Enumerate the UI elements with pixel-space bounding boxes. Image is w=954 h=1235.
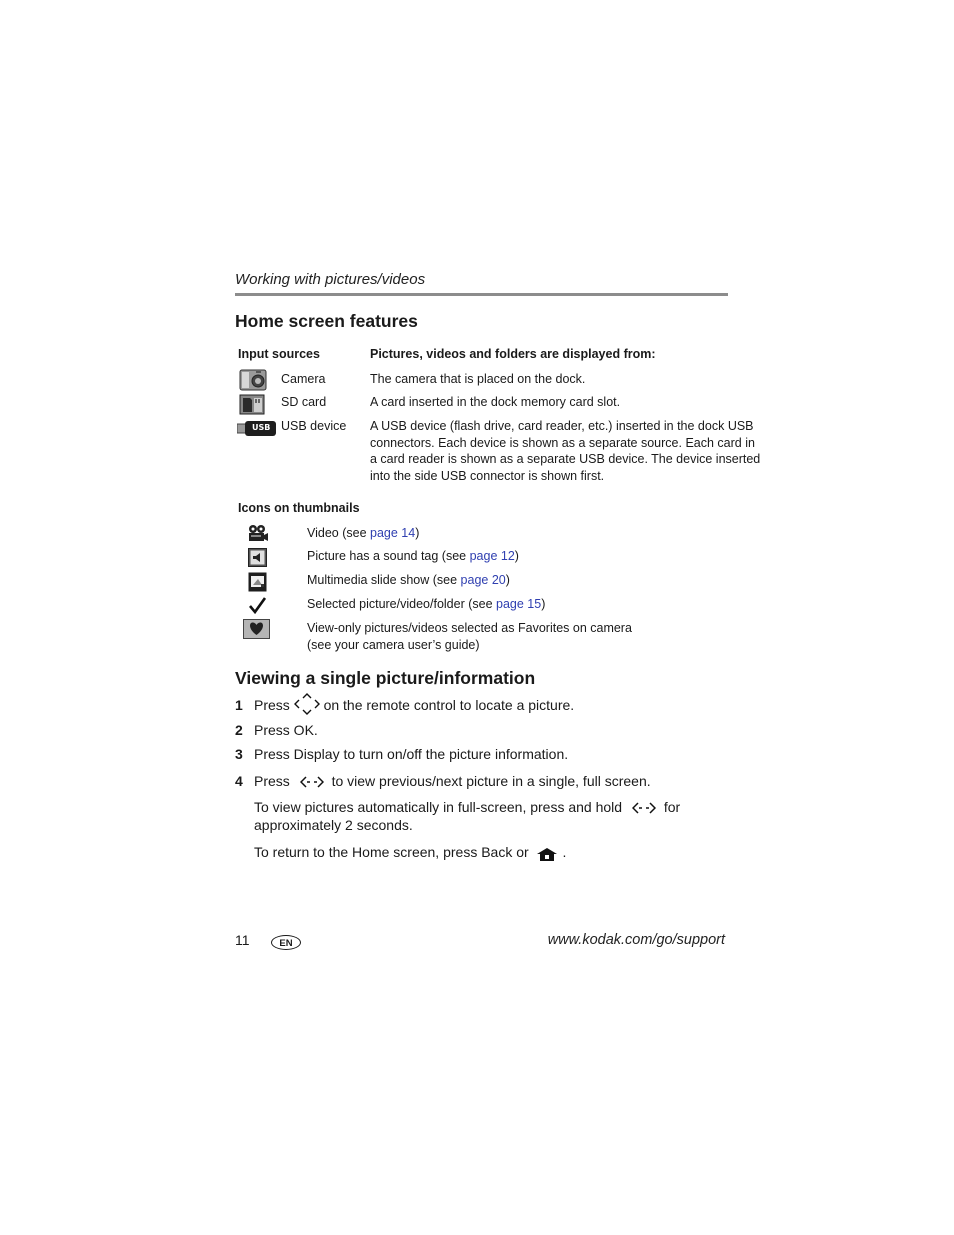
source-desc-sd-card: A card inserted in the dock memory card slot. [370,395,621,409]
page-number: 11 [235,932,250,948]
source-label-sd-card: SD card [281,395,327,409]
link-page-14[interactable]: page 14 [370,526,416,540]
link-page-15[interactable]: page 15 [496,597,542,611]
running-head: Working with pictures/videos [235,271,426,288]
link-page-12[interactable]: page 12 [469,549,515,563]
thumb-sound-close: ) [514,549,519,563]
step-4-post: to view previous/next picture in a single, full screen. [331,773,651,789]
thumb-video-text: Video (see [307,526,371,540]
step-4-number: 4 [235,773,243,789]
col-header-input-sources: Input sources [238,347,320,361]
camera-icon [239,369,267,391]
thumb-selected [307,596,545,613]
para1-post: for [663,799,681,815]
step-1-post: on the remote control to locate a picture. [323,697,575,713]
step-2-number: 2 [235,722,243,738]
para2-post: . [562,844,567,860]
thumb-selected-text: Selected picture/video/folder (see [307,597,496,611]
source-desc-camera: The camera that is placed on the dock. [370,372,586,386]
heart-icon [243,619,270,639]
usb-desc-line-3: a card reader is shown as a separate USB device. The device inserted [370,452,761,467]
usb-icon-label: USB [252,423,271,432]
step-3 [235,746,569,762]
thumb-favorites [307,620,632,653]
four-way-arrows-icon [294,697,320,715]
step-3-text: Press Display to turn on/off the picture information. [254,746,569,762]
thumb-video-close: ) [415,526,420,540]
para2-pre: To return to the Home screen, press Back or [254,844,529,860]
support-url[interactable]: www.kodak.com/go/support [547,932,725,948]
source-label-usb: USB device [281,419,347,433]
thumb-video [307,525,419,542]
left-right-arrows-icon [632,802,656,814]
step-2 [235,722,318,738]
step-2-text: Press OK. [254,722,318,738]
usb-desc-line-4: into the side USB connector is shown first. [370,468,605,483]
step-1-pre: Press [254,697,290,713]
section-title-viewing: Viewing a single picture/information [235,668,536,688]
thumb-sound-tag [307,548,519,565]
link-page-20[interactable]: page 20 [460,573,506,587]
home-icon [536,845,558,862]
source-label-camera: Camera [281,372,326,386]
slideshow-icon [248,572,267,592]
step-1 [235,697,575,713]
paragraph-full-screen-line-2: approximately 2 seconds. [254,817,413,833]
thumb-sound-text: Picture has a sound tag (see [307,549,470,563]
thumb-slideshow-text: Multimedia slide show (see [307,573,461,587]
thumb-favorites-line-2: (see your camera user’s guide) [307,637,480,652]
speaker-icon [248,548,267,567]
usb-desc-line-2: connectors. Each device is shown as a separate source. Each card in [370,435,755,450]
usb-device-icon [237,420,277,437]
header-rule [235,293,728,296]
video-camera-icon [247,524,269,544]
paragraph-full-screen [254,799,680,815]
thumb-slideshow-close: ) [505,573,510,587]
step-4-pre: Press [254,773,290,789]
thumb-icons-header: Icons on thumbnails [238,501,360,515]
col-header-displayed-from: Pictures, videos and folders are displayed from: [370,347,656,361]
language-badge: EN [271,935,301,950]
section-title-home-screen: Home screen features [235,311,418,331]
usb-desc-line-1: A USB device (flash drive, card reader, etc.) inserted in the dock USB [370,419,754,433]
left-right-arrows-icon [300,776,324,788]
thumb-favorites-line-1: View-only pictures/videos selected as Favorites on camera [307,621,632,635]
sd-card-icon [239,393,265,415]
step-1-number: 1 [235,697,243,713]
step-3-number: 3 [235,746,243,762]
source-desc-usb [370,418,760,484]
thumb-selected-close: ) [541,597,546,611]
para1-pre: To view pictures automatically in full-screen, press and hold [254,799,623,815]
checkmark-icon [249,597,266,614]
step-4 [235,773,651,789]
thumb-slideshow [307,572,510,589]
paragraph-home [254,844,566,862]
